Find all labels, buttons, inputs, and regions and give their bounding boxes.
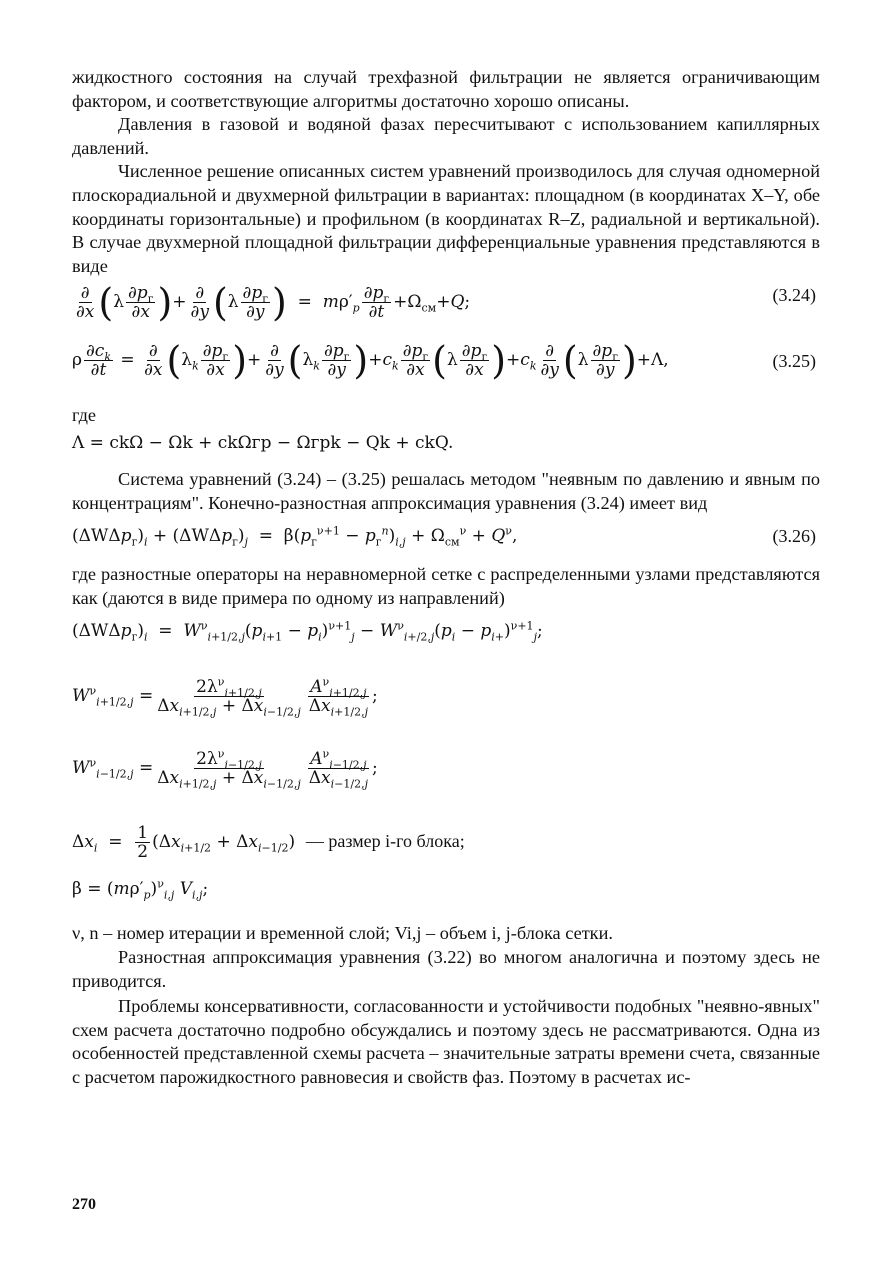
paragraph: Давления в газовой и водяной фазах пересчитывают с использованием капиллярных давлений. <box>72 114 820 158</box>
paragraph: жидкостного состояния на случай трехфазной фильтрации не является ограничивающим фактором, и соответствующие алгоритмы достаточно хорошо описаны. <box>72 67 820 111</box>
paragraph: Система уравнений (3.24) – (3.25) решалась методом "неявным по давлению и явным по концентрациям". Конечно-разностная аппроксимация уравнения (3.24) имеет вид <box>72 468 820 513</box>
paragraph: Численное решение описанных систем уравнений производилось для случая одномерной плоскорадиальной и двухмерной фильтрации в вариантах: площадном (в координатах X–Y, обе координаты горизонтальные) и профильном (в координатах R–Z, радиальной и вертикальной). В случае двухмерной площадной фильтрации дифференциальные уравнения представляются в виде <box>72 161 820 276</box>
equation-3-24: $\frac{\partial}{\partial x}$ (λ $\frac{\partial p_г}{\partial x}$ )+ $\frac{\partial}{\partial y}$ (λ $\frac{\partial p_г}{\partial y}$ ) = $m\rho'_p$ $\frac{\partial p_г}{\partial t}$ $+\Omega_{см}+Q$; (3.24) <box>76 280 816 325</box>
lambda-formula: Λ = ckΩ − Ωk + ckΩгр − Ωгрk − Qk + ckQ. <box>72 432 454 453</box>
operator-definition: $(\Delta W\Delta p_г)_i = W^\nu_{i+1/2,j}(p_{i+1} - p_i)^{\nu+1}_j - W^\nu_{i+/2,j}(p_i - p_{i+})^{\nu+1}_j$; <box>72 619 543 644</box>
beta-definition: $\beta = (m\rho'_p)^\nu_{i,j}$ $V_{i,j}$; <box>72 877 209 902</box>
page-body <box>72 66 820 1089</box>
equation-number: (3.24) <box>772 285 816 306</box>
equation-number: (3.25) <box>772 351 816 372</box>
w-plus-definition: $W^\nu_{i+1/2,j}$ = $\frac{2\lambda^\nu_{i+1/2,j}}{\Delta x_{i+1/2,j} + \Delta x_{i-1/2,j}}$ $\frac{A^\nu_{i+1/2,j}}{\Delta x_{i+1/2,j}}$ ; <box>72 675 378 719</box>
equation-3-26: $(\Delta W\Delta p_г)_i + (\Delta W\Delta p_г)_j = \beta(p_г^{\nu+1} - p_г^n)_{i,j} + \Omega_{см}^\nu + Q^\nu$, (3.26) <box>72 524 816 549</box>
dx-definition: $\Delta x_i$ = $\frac{1}{2}$ $(\Delta x_{i+1/2} + \Delta x_{i-1/2})$ — размер i-го блока; <box>72 823 465 863</box>
page-number: 270 <box>72 1196 96 1213</box>
paragraph: Разностная аппроксимация уравнения (3.22) во многом аналогична и поэтому здесь не приводится. <box>72 946 820 991</box>
equation-number: (3.26) <box>772 526 816 547</box>
paragraph: ν, n – номер итерации и временной слой; Vi,j – объем i, j-блока сетки. <box>72 923 613 944</box>
w-minus-definition: $W^\nu_{i-1/2,j}$ = $\frac{2\lambda^\nu_{i-1/2,j}}{\Delta x_{i+1/2,j} + \Delta x_{i-1/2,j}}$ $\frac{A^\nu_{i-1/2,j}}{\Delta x_{i-1/2,j}}$ ; <box>72 747 378 791</box>
paragraph: Проблемы консервативности, согласованности и устойчивости подобных "неявно-явных" схем расчета достаточно подробно обсуждались и поэтому здесь не рассматриваются. Одна из особенностей представленной схемы расчета – значительные затраты времени счета, связанные с расчетом парожидкостного равновесия и свойств фаз. Поэтому в расчетах ис- <box>72 996 820 1087</box>
paragraph: где <box>72 405 97 426</box>
dx-caption: — размер i-го блока; <box>305 831 465 852</box>
lambda-definition <box>72 432 820 462</box>
equation-3-25: ρ $\frac{\partial c_k}{\partial t}$ = $\frac{\partial}{\partial x}$ ($\lambda_k$ $\frac{\partial p_г}{\partial x}$ )+ $\frac{\partial}{\partial y}$ ($\lambda_k$ $\frac{\partial p_г}{\partial y}$ )$+c_k$ $\frac{\partial p_г}{\partial x}$ (λ $\frac{\partial p_г}{\partial x}$ )$+c_k$ $\frac{\partial}{\partial y}$ (λ $\frac{\partial p_г}{\partial y}$ )+Λ, (3.25) <box>72 338 816 383</box>
paragraph: где разностные операторы на неравномерной сетке с распределенными узлами представляются как (даются в виде примера по одному из направлений) <box>72 564 820 608</box>
